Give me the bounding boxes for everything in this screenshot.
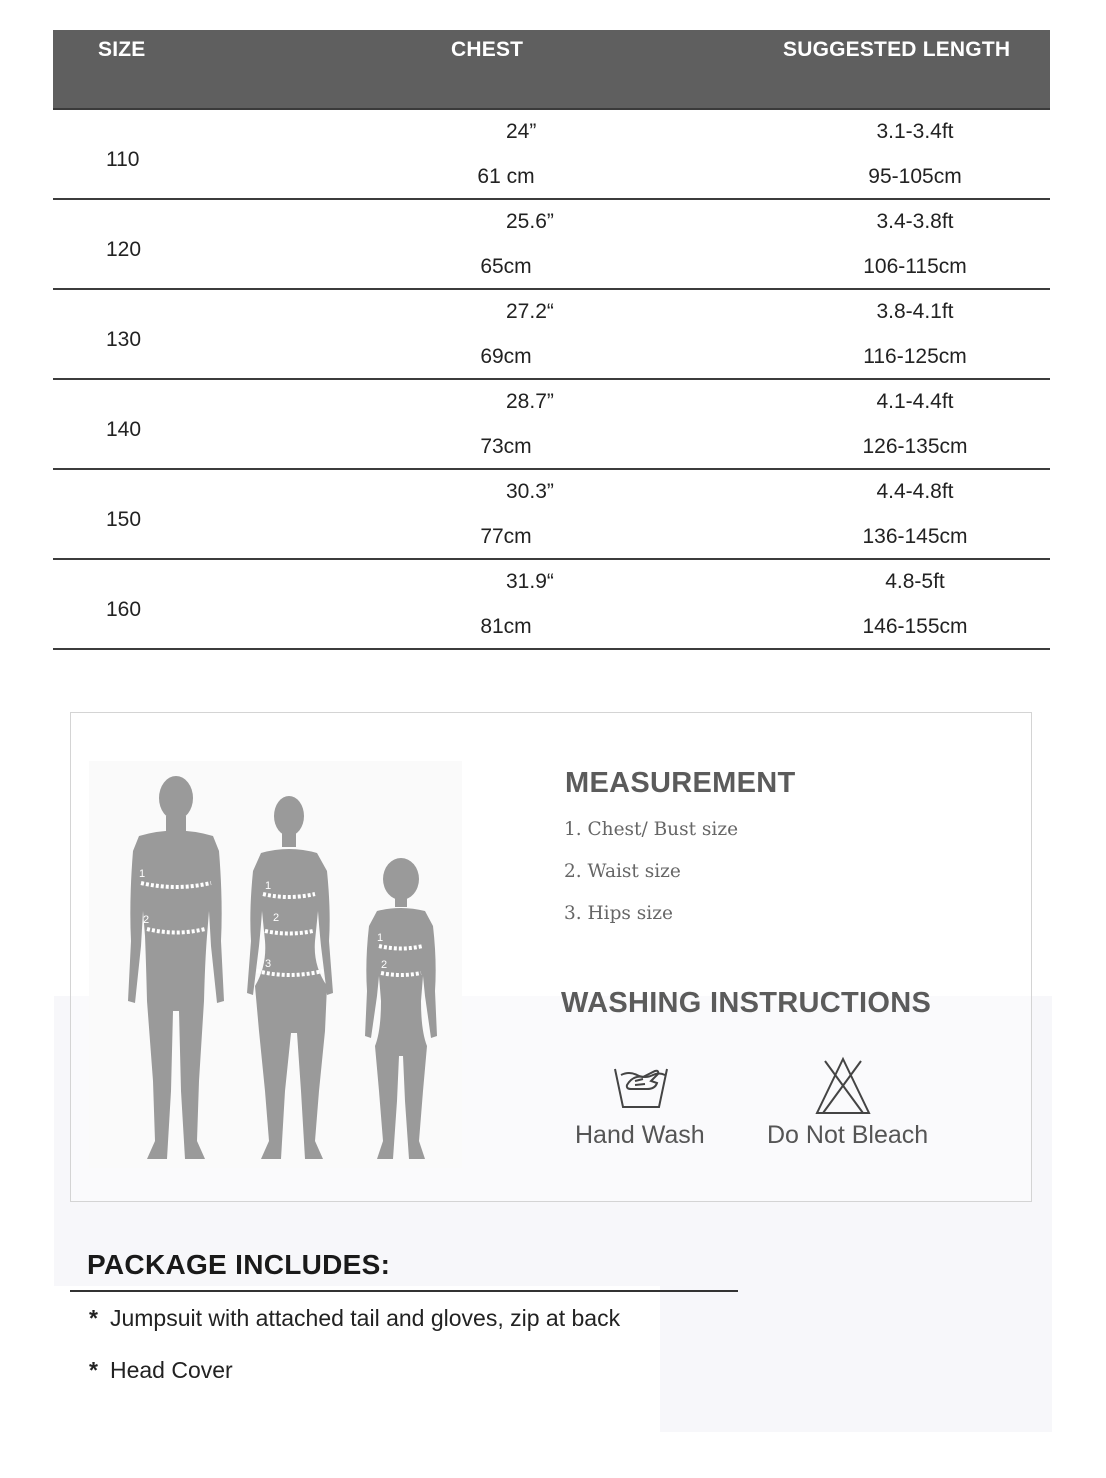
woman-silhouette-icon: [247, 796, 333, 1159]
length-feet: 3.4-3.8ft: [876, 210, 954, 233]
size-value: 130: [106, 328, 142, 351]
list-item: [89, 1357, 233, 1384]
do-not-bleach-icon: [813, 1055, 873, 1122]
length-cm: 146-155cm: [862, 615, 968, 638]
length-feet: 4.4-4.8ft: [876, 480, 954, 503]
size-value: 150: [106, 508, 142, 531]
measurement-title: MEASUREMENT: [565, 767, 796, 799]
package-divider: [70, 1290, 738, 1292]
table-row: 160 31.9“ 81cm 4.8-5ft 146-155cm: [53, 560, 1050, 650]
chest-cm: 81cm: [480, 615, 532, 638]
table-header: [53, 30, 1050, 110]
package-includes-title: PACKAGE INCLUDES:: [87, 1249, 391, 1280]
table-row: 150 30.3” 77cm 4.4-4.8ft 136-145cm: [53, 470, 1050, 560]
size-value: 140: [106, 418, 142, 441]
hand-wash-label: Hand Wash: [575, 1121, 705, 1149]
length-feet: 3.1-3.4ft: [876, 120, 954, 143]
size-value: 160: [106, 598, 142, 621]
length-cm: 95-105cm: [868, 165, 962, 188]
package-item-jumpsuit: Jumpsuit with attached tail and gloves, zip at back: [109, 1305, 621, 1331]
length-feet: 4.1-4.4ft: [876, 390, 954, 413]
list-item: [89, 1305, 620, 1332]
bullet-marker: *: [89, 1357, 98, 1383]
size-value: 110: [106, 148, 140, 171]
table-row: 120 25.6” 65cm 3.4-3.8ft 106-115cm: [53, 200, 1050, 290]
header-suggested-length: SUGGESTED LENGTH: [783, 38, 1011, 61]
table-row: 110 24” 61 cm 3.1-3.4ft 95-105cm: [53, 110, 1050, 200]
woman-bust-mark: 1: [265, 880, 272, 892]
man-chest-mark: 1: [139, 868, 146, 880]
package-item-head-cover: Head Cover: [109, 1357, 233, 1383]
body-silhouettes-illustration: [89, 761, 462, 1168]
chest-cm: 77cm: [480, 525, 532, 548]
child-waist-mark: 2: [381, 959, 388, 971]
measurement-item-chest: 1. Chest/ Bust size: [564, 819, 739, 840]
size-chart-table: [53, 30, 1050, 650]
size-value: 120: [106, 238, 142, 261]
length-cm: 126-135cm: [862, 435, 968, 458]
background-band: [660, 1286, 1052, 1432]
length-feet: 3.8-4.1ft: [876, 300, 954, 323]
man-waist-mark: 2: [143, 914, 150, 926]
measurement-panel: [70, 712, 1032, 1202]
body-figures: [89, 761, 462, 1168]
measurement-item-waist: 2. Waist size: [564, 861, 681, 882]
table-row: 130 27.2“ 69cm 3.8-4.1ft 116-125cm: [53, 290, 1050, 380]
length-feet: 4.8-5ft: [885, 570, 945, 593]
header-size: SIZE: [98, 38, 146, 61]
table-row: 140 28.7” 73cm 4.1-4.4ft 126-135cm: [53, 380, 1050, 470]
man-silhouette-icon: [128, 776, 224, 1159]
child-chest-mark: 1: [377, 932, 384, 944]
woman-waist-mark: 2: [273, 912, 280, 924]
woman-hips-mark: 3: [265, 958, 272, 970]
length-cm: 116-125cm: [863, 345, 967, 368]
hand-wash-icon: [611, 1055, 671, 1118]
bullet-marker: *: [89, 1305, 98, 1331]
length-cm: 136-145cm: [862, 525, 968, 548]
do-not-bleach-label: Do Not Bleach: [767, 1121, 929, 1149]
washing-instructions-title: WASHING INSTRUCTIONS: [561, 987, 932, 1019]
child-silhouette-icon: [365, 858, 437, 1159]
chest-cm: 69cm: [480, 345, 532, 368]
chest-cm: 73cm: [480, 435, 532, 458]
chest-cm: 65cm: [480, 255, 532, 278]
measurement-item-hips: 3. Hips size: [564, 903, 673, 924]
length-cm: 106-115cm: [863, 255, 967, 278]
header-chest: CHEST: [451, 38, 524, 61]
chest-cm: 61 cm: [477, 165, 535, 188]
